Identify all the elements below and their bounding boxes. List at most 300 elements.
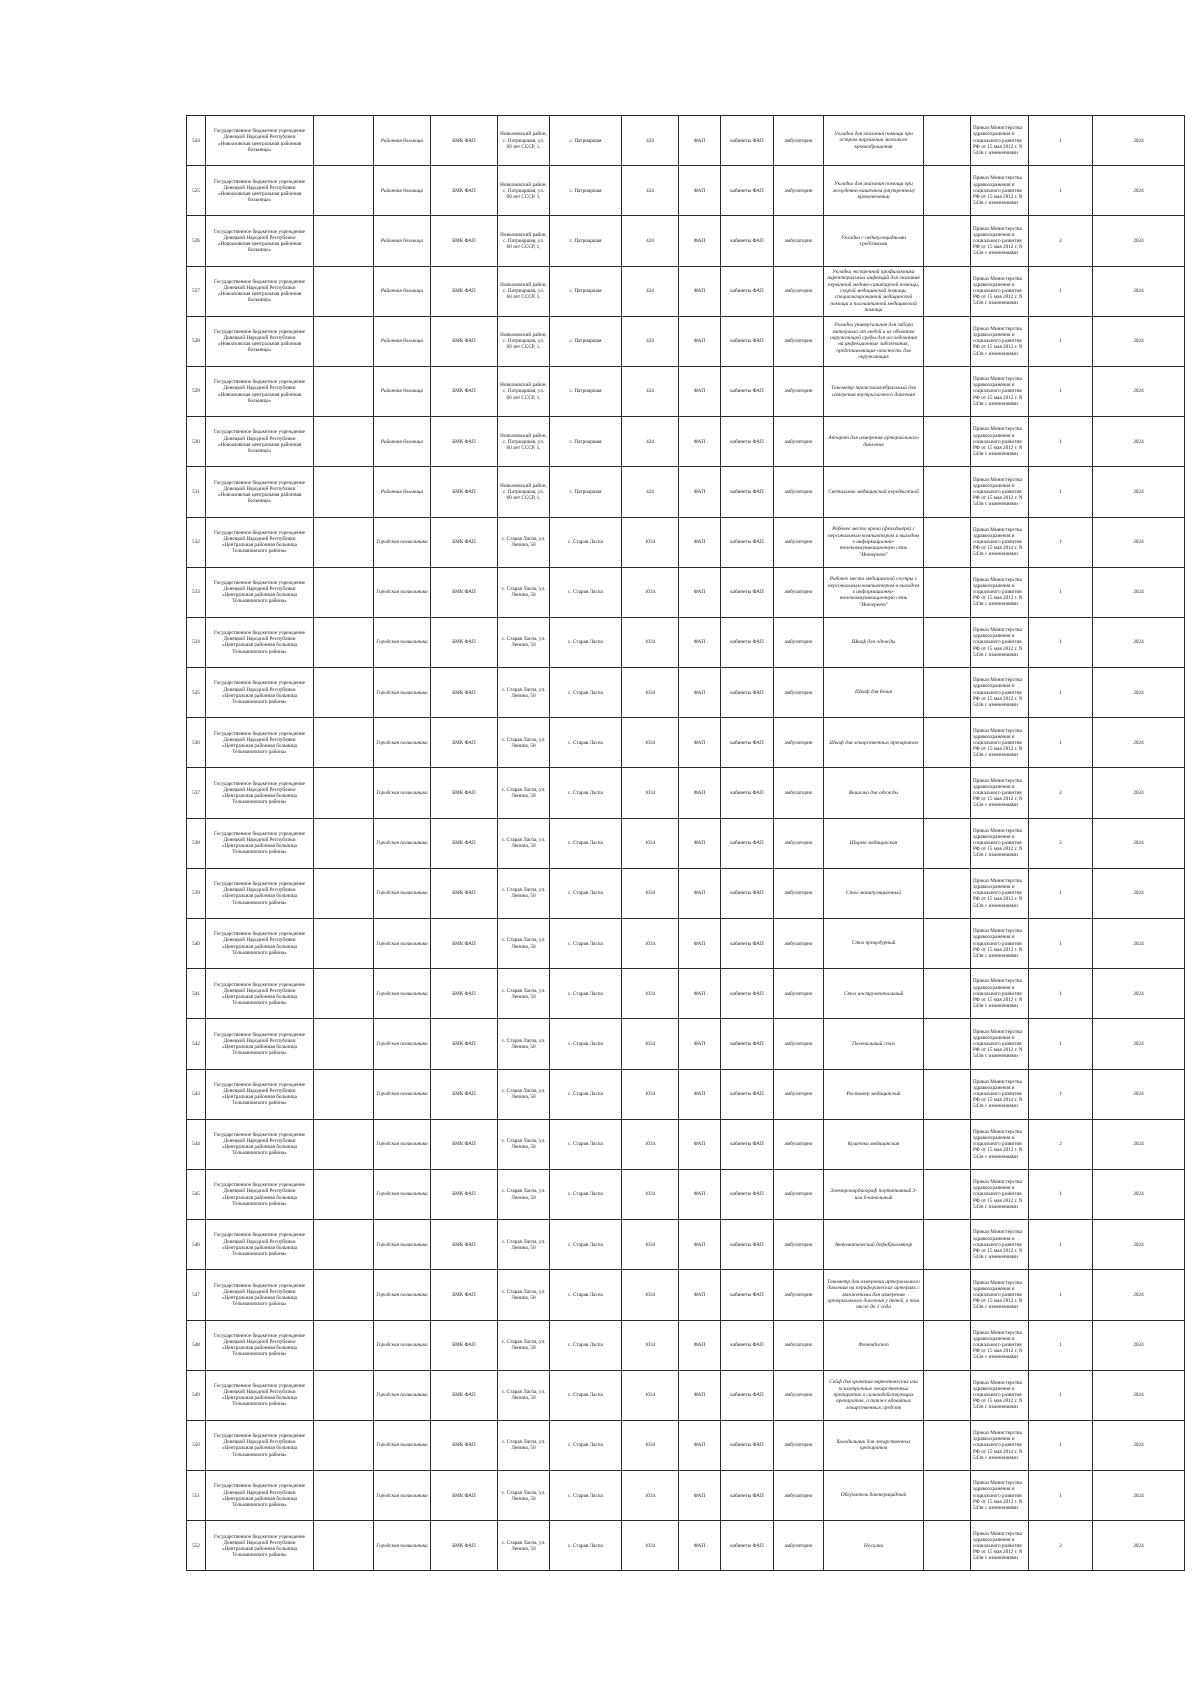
cell-care-mode: амбулаторно (774, 1220, 824, 1270)
cell-care-mode: амбулаторно (774, 467, 824, 517)
cell-cabinet: кабинеты ФАП (721, 768, 774, 818)
cell-quantity: 1 (1029, 517, 1093, 567)
cell-empty (314, 116, 374, 166)
table-row (187, 517, 1185, 567)
cell-equipment-name: Укладка экстренной профилактики парентеральных инфекций для оказания первичной медико-санитарной помощи, скорой медицинской помощи, специализированной медицинской помощи и паллиативной медицинской помощи (824, 266, 924, 316)
cell-code: 1034 (622, 1270, 679, 1320)
cell-locality: с. Старая Ласпа (550, 1220, 622, 1270)
cell-organization: Государственное бюджетное учреждение Донецкой Народной Республики «Новоазовская центральная районная больница» (206, 166, 314, 216)
cell-code: 424 (622, 366, 679, 416)
cell-number: 532 (187, 517, 206, 567)
cell-address: Новоазовский район, с. Патриаршая, ул. 60 лет СССР, 1, (498, 216, 550, 266)
cell-organization: Государственное бюджетное учреждение Донецкой Народной Республики «Центральная районная больница Тельмановского района» (206, 768, 314, 818)
cell-fap: ФАП (679, 718, 721, 768)
cell-equipment-name: Стол манипуляционный (824, 868, 924, 918)
cell-code: 424 (622, 166, 679, 216)
cell-equipment-name: Кушетка медицинская (824, 1119, 924, 1169)
cell-building-type: БМК ФАП (431, 1471, 498, 1521)
cell-facility-type: Городская поликлиника (374, 768, 431, 818)
cell-quantity: 1 (1029, 266, 1093, 316)
cell-address: Новоазовский район, с. Патриаршая, ул. 60 лет СССР, 1, (498, 166, 550, 216)
cell-quantity: 1 (1029, 868, 1093, 918)
cell-regulation: Приказ Министерства здравоохранения и социального развития РФ от 15 мая 2012 г. N 543н с изменениями (971, 1320, 1029, 1370)
cell-empty (314, 617, 374, 667)
cell-equipment-name: Холодильник для лекарственных препаратов (824, 1420, 924, 1470)
cell-empty (924, 266, 971, 316)
cell-equipment-name: Носилки (824, 1521, 924, 1571)
cell-code: 1034 (622, 1320, 679, 1370)
cell-locality: с. Патриаршая (550, 467, 622, 517)
cell-fap: ФАП (679, 1420, 721, 1470)
cell-fap: ФАП (679, 1270, 721, 1320)
cell-empty (314, 366, 374, 416)
cell-number: 544 (187, 1119, 206, 1169)
cell-quantity: 1 (1029, 316, 1093, 366)
cell-cabinet: кабинеты ФАП (721, 266, 774, 316)
cell-number: 548 (187, 1320, 206, 1370)
cell-regulation: Приказ Министерства здравоохранения и социального развития РФ от 15 мая 2012 г. N 543н с изменениями (971, 1220, 1029, 1270)
cell-quantity: 1 (1029, 969, 1093, 1019)
cell-regulation: Приказ Министерства здравоохранения и социального развития РФ от 15 мая 2012 г. N 543н с изменениями (971, 718, 1029, 768)
cell-year: 2024 (1093, 1320, 1185, 1370)
cell-equipment-name: Укладка с педикулоцидными средствами (824, 216, 924, 266)
cell-cabinet: кабинеты ФАП (721, 1471, 774, 1521)
cell-care-mode: амбулаторно (774, 166, 824, 216)
cell-care-mode: амбулаторно (774, 668, 824, 718)
cell-code: 424 (622, 116, 679, 166)
cell-number: 527 (187, 266, 206, 316)
cell-fap: ФАП (679, 617, 721, 667)
cell-quantity: 1 (1029, 467, 1093, 517)
cell-quantity: 1 (1029, 1420, 1093, 1470)
cell-locality: с. Старая Ласпа (550, 768, 622, 818)
cell-empty (924, 868, 971, 918)
cell-care-mode: амбулаторно (774, 517, 824, 567)
cell-year: 2024 (1093, 1420, 1185, 1470)
cell-number: 543 (187, 1069, 206, 1119)
cell-address: с. Старая Ласпа, ул. Ленина, 50 (498, 768, 550, 818)
cell-quantity: 1 (1029, 668, 1093, 718)
cell-cabinet: кабинеты ФАП (721, 1019, 774, 1069)
cell-code: 424 (622, 266, 679, 316)
cell-number: 551 (187, 1471, 206, 1521)
cell-empty (314, 166, 374, 216)
cell-cabinet: кабинеты ФАП (721, 919, 774, 969)
cell-equipment-name: Стол процедурный (824, 919, 924, 969)
cell-equipment-name: Рабочее место врача (фельдшера) с персональным компьютером и выходом в информационно-телекоммуникационную сеть "Интернет" (824, 517, 924, 567)
cell-address: с. Старая Ласпа, ул. Ленина, 50 (498, 1420, 550, 1470)
cell-address: с. Старая Ласпа, ул. Ленина, 50 (498, 1320, 550, 1370)
cell-cabinet: кабинеты ФАП (721, 1320, 774, 1370)
cell-building-type: БМК ФАП (431, 1521, 498, 1571)
cell-address: с. Старая Ласпа, ул. Ленина, 50 (498, 668, 550, 718)
cell-address: с. Старая Ласпа, ул. Ленина, 50 (498, 1019, 550, 1069)
cell-year: 2024 (1093, 1521, 1185, 1571)
cell-locality: с. Старая Ласпа (550, 818, 622, 868)
cell-regulation: Приказ Министерства здравоохранения и социального развития РФ от 15 мая 2012 г. N 543н с изменениями (971, 266, 1029, 316)
cell-regulation: Приказ Министерства здравоохранения и социального развития РФ от 15 мая 2012 г. N 543н с изменениями (971, 668, 1029, 718)
cell-cabinet: кабинеты ФАП (721, 818, 774, 868)
cell-year: 2024 (1093, 768, 1185, 818)
cell-empty (924, 919, 971, 969)
cell-care-mode: амбулаторно (774, 1019, 824, 1069)
cell-fap: ФАП (679, 1471, 721, 1521)
cell-regulation: Приказ Министерства здравоохранения и социального развития РФ от 15 мая 2012 г. N 543н с изменениями (971, 1069, 1029, 1119)
cell-address: с. Старая Ласпа, ул. Ленина, 50 (498, 818, 550, 868)
cell-care-mode: амбулаторно (774, 1370, 824, 1420)
cell-number: 552 (187, 1521, 206, 1571)
cell-building-type: БМК ФАП (431, 768, 498, 818)
cell-code: 424 (622, 467, 679, 517)
cell-number: 550 (187, 1420, 206, 1470)
cell-empty (924, 1370, 971, 1420)
cell-fap: ФАП (679, 116, 721, 166)
table-row (187, 1370, 1185, 1420)
cell-empty (314, 668, 374, 718)
cell-fap: ФАП (679, 1119, 721, 1169)
cell-empty (924, 166, 971, 216)
cell-locality: с. Старая Ласпа (550, 868, 622, 918)
cell-equipment-name: Ширма медицинская (824, 818, 924, 868)
cell-equipment-name: Укладка для оказания помощи при желудочно-кишечном (внутреннем) кровотечении (824, 166, 924, 216)
cell-care-mode: амбулаторно (774, 1521, 824, 1571)
cell-year: 2024 (1093, 1169, 1185, 1219)
cell-code: 1034 (622, 818, 679, 868)
cell-regulation: Приказ Министерства здравоохранения и социального развития РФ от 15 мая 2012 г. N 543н с изменениями (971, 166, 1029, 216)
cell-empty (314, 1521, 374, 1571)
cell-cabinet: кабинеты ФАП (721, 1069, 774, 1119)
cell-organization: Государственное бюджетное учреждение Донецкой Народной Республики «Центральная районная больница Тельмановского района» (206, 969, 314, 1019)
cell-cabinet: кабинеты ФАП (721, 1420, 774, 1470)
cell-organization: Государственное бюджетное учреждение Донецкой Народной Республики «Новоазовская центральная районная больница» (206, 266, 314, 316)
cell-code: 1034 (622, 1420, 679, 1470)
cell-fap: ФАП (679, 1169, 721, 1219)
cell-address: с. Старая Ласпа, ул. Ленина, 50 (498, 1169, 550, 1219)
cell-fap: ФАП (679, 668, 721, 718)
cell-empty (924, 1270, 971, 1320)
cell-quantity: 2 (1029, 1119, 1093, 1169)
cell-cabinet: кабинеты ФАП (721, 316, 774, 366)
cell-code: 1034 (622, 718, 679, 768)
cell-facility-type: Городская поликлиника (374, 919, 431, 969)
cell-organization: Государственное бюджетное учреждение Донецкой Народной Республики «Центральная районная больница Тельмановского района» (206, 919, 314, 969)
cell-locality: с. Старая Ласпа (550, 1420, 622, 1470)
cell-year: 2024 (1093, 567, 1185, 617)
cell-number: 525 (187, 166, 206, 216)
cell-code: 1034 (622, 567, 679, 617)
cell-quantity: 1 (1029, 417, 1093, 467)
cell-organization: Государственное бюджетное учреждение Донецкой Народной Республики «Центральная районная больница Тельмановского района» (206, 1019, 314, 1069)
cell-building-type: БМК ФАП (431, 417, 498, 467)
cell-equipment-name: Пеленальный стол (824, 1019, 924, 1069)
cell-fap: ФАП (679, 1019, 721, 1069)
cell-code: 1034 (622, 969, 679, 1019)
cell-year: 2024 (1093, 517, 1185, 567)
cell-regulation: Приказ Министерства здравоохранения и социального развития РФ от 15 мая 2012 г. N 543н с изменениями (971, 1370, 1029, 1420)
cell-address: с. Старая Ласпа, ул. Ленина, 50 (498, 567, 550, 617)
cell-empty (314, 1220, 374, 1270)
cell-cabinet: кабинеты ФАП (721, 1169, 774, 1219)
cell-building-type: БМК ФАП (431, 1220, 498, 1270)
cell-empty (314, 1119, 374, 1169)
cell-fap: ФАП (679, 366, 721, 416)
cell-cabinet: кабинеты ФАП (721, 1119, 774, 1169)
table-row (187, 467, 1185, 517)
cell-care-mode: амбулаторно (774, 266, 824, 316)
cell-code: 1034 (622, 668, 679, 718)
cell-organization: Государственное бюджетное учреждение Донецкой Народной Республики «Центральная районная больница Тельмановского района» (206, 818, 314, 868)
cell-cabinet: кабинеты ФАП (721, 668, 774, 718)
cell-empty (924, 567, 971, 617)
cell-quantity: 1 (1029, 166, 1093, 216)
cell-organization: Государственное бюджетное учреждение Донецкой Народной Республики «Центральная районная больница Тельмановского района» (206, 1220, 314, 1270)
cell-care-mode: амбулаторно (774, 116, 824, 166)
cell-number: 534 (187, 617, 206, 667)
cell-fap: ФАП (679, 417, 721, 467)
cell-care-mode: амбулаторно (774, 216, 824, 266)
cell-equipment-name: Аппарат для измерения артериального давления (824, 417, 924, 467)
cell-code: 424 (622, 316, 679, 366)
cell-year: 2024 (1093, 718, 1185, 768)
cell-care-mode: амбулаторно (774, 1169, 824, 1219)
cell-empty (314, 768, 374, 818)
cell-number: 540 (187, 919, 206, 969)
cell-empty (314, 868, 374, 918)
cell-building-type: БМК ФАП (431, 366, 498, 416)
cell-regulation: Приказ Министерства здравоохранения и социального развития РФ от 15 мая 2012 г. N 543н с изменениями (971, 216, 1029, 266)
cell-care-mode: амбулаторно (774, 1069, 824, 1119)
cell-locality: с. Старая Ласпа (550, 567, 622, 617)
cell-locality: с. Старая Ласпа (550, 1320, 622, 1370)
cell-equipment-name: Ростомер медицинский (824, 1069, 924, 1119)
cell-care-mode: амбулаторно (774, 417, 824, 467)
table-row (187, 366, 1185, 416)
equipment-table (186, 115, 1185, 1571)
table-row (187, 718, 1185, 768)
cell-care-mode: амбулаторно (774, 567, 824, 617)
cell-locality: с. Старая Ласпа (550, 1169, 622, 1219)
cell-address: с. Старая Ласпа, ул. Ленина, 50 (498, 1370, 550, 1420)
cell-code: 1034 (622, 1521, 679, 1571)
cell-locality: с. Патриаршая (550, 116, 622, 166)
cell-empty (924, 116, 971, 166)
cell-organization: Государственное бюджетное учреждение Донецкой Народной Республики «Центральная районная больница Тельмановского района» (206, 1420, 314, 1470)
cell-regulation: Приказ Министерства здравоохранения и социального развития РФ от 15 мая 2012 г. N 543н с изменениями (971, 517, 1029, 567)
cell-quantity: 1 (1029, 567, 1093, 617)
cell-empty (314, 316, 374, 366)
cell-facility-type: Городская поликлиника (374, 668, 431, 718)
cell-locality: с. Патриаршая (550, 417, 622, 467)
cell-empty (314, 467, 374, 517)
cell-fap: ФАП (679, 1521, 721, 1571)
cell-regulation: Приказ Министерства здравоохранения и социального развития РФ от 15 мая 2012 г. N 543н с изменениями (971, 617, 1029, 667)
cell-building-type: БМК ФАП (431, 919, 498, 969)
cell-equipment-name: Электрокардиограф портативный 3- или 6-канальный (824, 1169, 924, 1219)
cell-number: 549 (187, 1370, 206, 1420)
cell-address: Новоазовский район, с. Патриаршая, ул. 60 лет СССР, 1, (498, 417, 550, 467)
cell-year: 2024 (1093, 1270, 1185, 1320)
cell-facility-type: Районная больница (374, 116, 431, 166)
cell-care-mode: амбулаторно (774, 919, 824, 969)
cell-empty (924, 216, 971, 266)
cell-cabinet: кабинеты ФАП (721, 1521, 774, 1571)
cell-building-type: БМК ФАП (431, 1320, 498, 1370)
cell-address: Новоазовский район, с. Патриаршая, ул. 60 лет СССР, 1, (498, 116, 550, 166)
cell-empty (314, 1169, 374, 1219)
cell-facility-type: Районная больница (374, 366, 431, 416)
cell-cabinet: кабинеты ФАП (721, 467, 774, 517)
cell-organization: Государственное бюджетное учреждение Донецкой Народной Республики «Центральная районная больница Тельмановского района» (206, 517, 314, 567)
cell-facility-type: Районная больница (374, 166, 431, 216)
table-row (187, 1169, 1185, 1219)
cell-regulation: Приказ Министерства здравоохранения и социального развития РФ от 15 мая 2012 г. N 543н с изменениями (971, 1521, 1029, 1571)
cell-cabinet: кабинеты ФАП (721, 1270, 774, 1320)
cell-equipment-name: Стол инструментальный (824, 969, 924, 1019)
table-row (187, 166, 1185, 216)
cell-address: Новоазовский район, с. Патриаршая, ул. 60 лет СССР, 1, (498, 316, 550, 366)
cell-cabinet: кабинеты ФАП (721, 718, 774, 768)
cell-code: 1034 (622, 517, 679, 567)
cell-year: 2024 (1093, 1019, 1185, 1069)
cell-quantity: 1 (1029, 919, 1093, 969)
cell-building-type: БМК ФАП (431, 166, 498, 216)
cell-address: с. Старая Ласпа, ул. Ленина, 50 (498, 1471, 550, 1521)
cell-organization: Государственное бюджетное учреждение Донецкой Народной Республики «Центральная районная больница Тельмановского района» (206, 1471, 314, 1521)
cell-building-type: БМК ФАП (431, 668, 498, 718)
cell-organization: Государственное бюджетное учреждение Донецкой Народной Республики «Центральная районная больница Тельмановского района» (206, 868, 314, 918)
cell-year: 2024 (1093, 818, 1185, 868)
cell-fap: ФАП (679, 567, 721, 617)
cell-code: 1034 (622, 1169, 679, 1219)
table-row (187, 668, 1185, 718)
cell-regulation: Приказ Министерства здравоохранения и социального развития РФ от 15 мая 2012 г. N 543н с изменениями (971, 316, 1029, 366)
cell-building-type: БМК ФАП (431, 818, 498, 868)
cell-address: с. Старая Ласпа, ул. Ленина, 50 (498, 617, 550, 667)
cell-organization: Государственное бюджетное учреждение Донецкой Народной Республики «Новоазовская центральная районная больница» (206, 316, 314, 366)
table-row (187, 1270, 1185, 1320)
table-row (187, 768, 1185, 818)
cell-year: 2024 (1093, 668, 1185, 718)
cell-building-type: БМК ФАП (431, 567, 498, 617)
cell-regulation: Приказ Министерства здравоохранения и социального развития РФ от 15 мая 2012 г. N 543н с изменениями (971, 366, 1029, 416)
cell-empty (924, 1320, 971, 1370)
cell-building-type: БМК ФАП (431, 116, 498, 166)
cell-number: 529 (187, 366, 206, 416)
cell-number: 530 (187, 417, 206, 467)
cell-building-type: БМК ФАП (431, 216, 498, 266)
cell-address: с. Старая Ласпа, ул. Ленина, 50 (498, 1521, 550, 1571)
cell-building-type: БМК ФАП (431, 266, 498, 316)
cell-building-type: БМК ФАП (431, 1270, 498, 1320)
cell-facility-type: Городская поликлиника (374, 969, 431, 1019)
cell-empty (924, 718, 971, 768)
cell-year: 2024 (1093, 1220, 1185, 1270)
cell-organization: Государственное бюджетное учреждение Донецкой Народной Республики «Центральная районная больница Тельмановского района» (206, 1069, 314, 1119)
cell-empty (924, 316, 971, 366)
cell-facility-type: Городская поликлиника (374, 1420, 431, 1470)
cell-care-mode: амбулаторно (774, 316, 824, 366)
cell-care-mode: амбулаторно (774, 818, 824, 868)
cell-address: с. Старая Ласпа, ул. Ленина, 50 (498, 1220, 550, 1270)
cell-locality: с. Старая Ласпа (550, 919, 622, 969)
cell-code: 1034 (622, 1220, 679, 1270)
cell-facility-type: Городская поликлиника (374, 1169, 431, 1219)
cell-care-mode: амбулаторно (774, 718, 824, 768)
cell-regulation: Приказ Министерства здравоохранения и социального развития РФ от 15 мая 2012 г. N 543н с изменениями (971, 969, 1029, 1019)
cell-empty (314, 1320, 374, 1370)
cell-cabinet: кабинеты ФАП (721, 116, 774, 166)
table-row (187, 1119, 1185, 1169)
cell-organization: Государственное бюджетное учреждение Донецкой Народной Республики «Центральная районная больница Тельмановского района» (206, 1370, 314, 1420)
table-row (187, 1471, 1185, 1521)
cell-empty (924, 467, 971, 517)
cell-empty (314, 1069, 374, 1119)
cell-year: 2024 (1093, 1119, 1185, 1169)
cell-organization: Государственное бюджетное учреждение Донецкой Народной Республики «Новоазовская центральная районная больница» (206, 366, 314, 416)
table-row (187, 316, 1185, 366)
cell-year: 2024 (1093, 316, 1185, 366)
cell-number: 536 (187, 718, 206, 768)
cell-organization: Государственное бюджетное учреждение Донецкой Народной Республики «Центральная районная больница Тельмановского района» (206, 668, 314, 718)
cell-code: 1034 (622, 1471, 679, 1521)
cell-regulation: Приказ Министерства здравоохранения и социального развития РФ от 15 мая 2012 г. N 543н с изменениями (971, 417, 1029, 467)
cell-regulation: Приказ Министерства здравоохранения и социального развития РФ от 15 мая 2012 г. N 543н с изменениями (971, 818, 1029, 868)
cell-care-mode: амбулаторно (774, 617, 824, 667)
cell-year: 2024 (1093, 417, 1185, 467)
cell-fap: ФАП (679, 919, 721, 969)
cell-fap: ФАП (679, 1320, 721, 1370)
cell-organization: Государственное бюджетное учреждение Донецкой Народной Республики «Центральная районная больница Тельмановского района» (206, 1521, 314, 1571)
cell-equipment-name: Укладка универсальная для забора материала от людей и из объектов окружающей среды для исследования на инфекционные заболевания, представляющие опасность для окружающих (824, 316, 924, 366)
cell-facility-type: Городская поликлиника (374, 1370, 431, 1420)
cell-empty (314, 417, 374, 467)
cell-empty (924, 969, 971, 1019)
cell-organization: Государственное бюджетное учреждение Донецкой Народной Республики «Центральная районная больница Тельмановского района» (206, 617, 314, 667)
cell-equipment-name: Рабочее место медицинской сестры с персональным компьютером и выходом в информационно-телекоммуникационную сеть "Интернет" (824, 567, 924, 617)
cell-building-type: БМК ФАП (431, 1370, 498, 1420)
cell-locality: с. Старая Ласпа (550, 1019, 622, 1069)
cell-year: 2024 (1093, 868, 1185, 918)
table-row (187, 1320, 1185, 1370)
cell-locality: с. Старая Ласпа (550, 1471, 622, 1521)
cell-fap: ФАП (679, 768, 721, 818)
cell-equipment-name: Укладка для оказания помощи при остром нарушении мозгового кровообращения (824, 116, 924, 166)
cell-locality: с. Старая Ласпа (550, 1521, 622, 1571)
cell-facility-type: Районная больница (374, 216, 431, 266)
cell-facility-type: Районная больница (374, 467, 431, 517)
cell-number: 537 (187, 768, 206, 818)
cell-number: 538 (187, 818, 206, 868)
table-row (187, 617, 1185, 667)
cell-address: с. Старая Ласпа, ул. Ленина, 50 (498, 919, 550, 969)
cell-regulation: Приказ Министерства здравоохранения и социального развития РФ от 15 мая 2012 г. N 543н с изменениями (971, 116, 1029, 166)
cell-regulation: Приказ Министерства здравоохранения и социального развития РФ от 15 мая 2012 г. N 543н с изменениями (971, 1270, 1029, 1320)
table-row (187, 919, 1185, 969)
cell-quantity: 1 (1029, 116, 1093, 166)
cell-care-mode: амбулаторно (774, 868, 824, 918)
cell-quantity: 2 (1029, 768, 1093, 818)
cell-empty (924, 768, 971, 818)
cell-empty (924, 1521, 971, 1571)
cell-number: 526 (187, 216, 206, 266)
cell-address: с. Старая Ласпа, ул. Ленина, 50 (498, 1119, 550, 1169)
cell-year: 2024 (1093, 216, 1185, 266)
cell-code: 1034 (622, 1019, 679, 1069)
table-row (187, 868, 1185, 918)
cell-regulation: Приказ Министерства здравоохранения и социального развития РФ от 15 мая 2012 г. N 543н с изменениями (971, 567, 1029, 617)
cell-equipment-name: Автоматический дефибриллятор (824, 1220, 924, 1270)
cell-facility-type: Городская поликлиника (374, 1270, 431, 1320)
